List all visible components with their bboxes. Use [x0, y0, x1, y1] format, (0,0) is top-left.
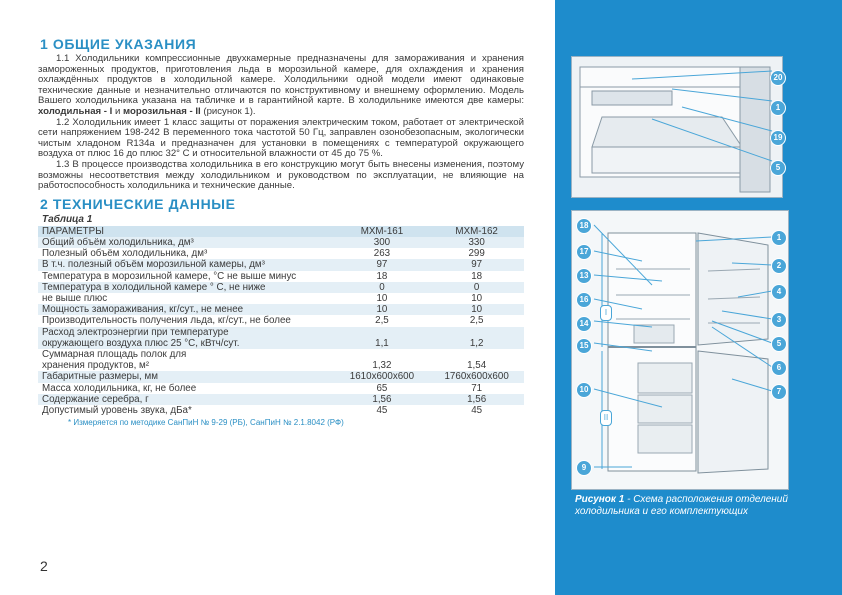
param-name-cell: Мощность замораживания, кг/сут., не менее: [38, 304, 335, 315]
fridge-drawing: [572, 211, 788, 489]
param-name-cell: Общий объём холодильника, дм³: [38, 237, 335, 248]
callout-badge: 10: [576, 382, 592, 398]
callout-badge: 19: [770, 130, 786, 146]
table-row: [38, 259, 524, 270]
table-row: [38, 360, 524, 371]
value-cell: 1,54: [467, 360, 487, 372]
table-footnote: * Измеряется по методике СанПиН № 9-29 (РБ), СанПиН № 2.1.8042 (РФ): [68, 418, 344, 428]
header-model-1: МХМ-161: [335, 226, 430, 237]
text-column: [38, 36, 524, 427]
value-cell: 10: [335, 304, 430, 315]
value-cell: 2,5: [375, 315, 389, 327]
callout-badge: 2: [771, 258, 787, 274]
table-row: [38, 293, 524, 304]
table-row: [38, 349, 524, 360]
tech-data-table: [38, 226, 524, 416]
table-row: [38, 304, 524, 315]
header-model-2: МХМ-162: [429, 226, 524, 237]
value-cell: 18: [471, 270, 483, 282]
value-cell: 0: [335, 282, 430, 293]
param-name-cell: Допустимый уровень звука, дБа*: [42, 404, 192, 416]
callout-badge: 6: [771, 360, 787, 376]
param-name-cell: Производительность получения льда, кг/сут., не более: [42, 315, 291, 327]
freezer-interior-photo: [571, 56, 783, 198]
paragraph-1-3: 1.3 В процессе производства холодильника в его конструкцию могут быть внесены изменения, поэтому возможны несоответствия между холодильником и руководством по эксплуатации, не влияющие на работоспособность холодильника и технические данные.: [38, 158, 524, 192]
table-row: [38, 338, 524, 349]
callout-badge: 5: [770, 160, 786, 176]
value-cell: 71: [471, 382, 483, 394]
value-cell: 1,56: [335, 394, 430, 405]
callout-badge: 4: [771, 284, 787, 300]
param-name-cell: Температура в морозильной камере, °С не выше минус: [42, 270, 297, 282]
value-cell: 10: [471, 292, 483, 304]
callout-badge: 5: [771, 336, 787, 352]
section-1-title: 1 ОБЩИЕ УКАЗАНИЯ: [40, 36, 197, 52]
table-body: [38, 226, 524, 416]
value-cell: [335, 327, 430, 338]
section-mark: I: [600, 305, 612, 321]
table-row: [38, 315, 524, 326]
param-name-cell: хранения продуктов, м²: [42, 360, 150, 372]
value-cell: 263: [373, 248, 391, 260]
param-name-cell: Расход электроэнергии при температуре: [38, 327, 335, 338]
value-cell: 300: [335, 237, 430, 248]
param-name-cell: Температура в холодильной камере ° С, не ниже: [38, 282, 335, 293]
table-header-row: [38, 226, 524, 237]
value-cell: 1,32: [372, 360, 392, 372]
callout-badge: 15: [576, 338, 592, 354]
value-cell: [335, 349, 430, 360]
value-cell: 1,1: [335, 338, 430, 349]
freezer-interior-drawing: [572, 57, 782, 197]
param-name-cell: Суммарная площадь полок для: [42, 348, 187, 360]
page-number: 2: [40, 558, 48, 574]
value-cell: 330: [429, 237, 524, 248]
callout-badge: 1: [771, 230, 787, 246]
param-name-cell: окружающего воздуха плюс 25 °С, кВтч/сут.: [38, 338, 335, 349]
param-name-cell: не выше плюс: [42, 292, 108, 304]
callout-badge: 7: [771, 384, 787, 400]
callout-badge: 1: [770, 100, 786, 116]
param-name-cell: Габаритные размеры, мм: [38, 371, 335, 382]
value-cell: [429, 327, 524, 338]
callout-badge: 13: [576, 268, 592, 284]
table-caption: Таблица 1: [42, 213, 93, 225]
callout-badge: 14: [576, 316, 592, 332]
param-name-cell: Полезный объём холодильника, дм³: [42, 248, 208, 260]
value-cell: 97: [335, 259, 430, 270]
table-row: [38, 282, 524, 293]
value-cell: 1,56: [429, 394, 524, 405]
callout-badge: 16: [576, 292, 592, 308]
section-mark: II: [600, 410, 612, 426]
value-cell: 65: [376, 382, 388, 394]
callout-badge: 9: [576, 460, 592, 476]
param-name-cell: В т.ч. полезный объём морозильной камеры, дм³: [38, 259, 335, 270]
paragraph-1-1: 1.1 Холодильники компрессионные двухкамерные предназначены для замораживания и хранения замороженных продуктов, приготовления льда в морозильной камере, для охлаждения и хранения охлаждённых продуктов в холодильной камере. Холодильники одной модели имеют одинаковые технические данные и незначительно отличаются по конструктивному и внешнему оформлению. Модель Вашего холодильника указана на табличке и в гарантийной карте. В холодильнике имеются две камеры: холодильная - I и морозильная - II (рисунок 1).: [38, 53, 524, 117]
value-cell: 2,5: [469, 315, 484, 327]
callout-badge: 3: [771, 312, 787, 328]
table-row: [38, 327, 524, 338]
callout-badge: 20: [770, 70, 786, 86]
table-row: [38, 405, 524, 416]
value-cell: 45: [376, 404, 388, 416]
value-cell: 97: [429, 259, 524, 270]
value-cell: 18: [376, 270, 388, 282]
value-cell: 0: [429, 282, 524, 293]
table-row: [38, 248, 524, 259]
callout-badge: 17: [576, 244, 592, 260]
value-cell: 10: [429, 304, 524, 315]
value-cell: 10: [376, 292, 388, 304]
table-row: [38, 237, 524, 248]
table-row: [38, 271, 524, 282]
param-name-cell: Содержание серебра, г: [38, 394, 335, 405]
value-cell: 1610х600х600: [335, 371, 430, 382]
value-cell: 299: [468, 248, 485, 260]
header-param: ПАРАМЕТРЫ: [38, 226, 335, 237]
fridge-photo: [571, 210, 789, 490]
callout-badge: 18: [576, 218, 592, 234]
table-row: [38, 394, 524, 405]
value-cell: [429, 349, 524, 360]
param-name-cell: Масса холодильника, кг, не более: [42, 382, 197, 394]
value-cell: 1,2: [429, 338, 524, 349]
value-cell: 45: [471, 404, 483, 416]
section-2-title: 2 ТЕХНИЧЕСКИЕ ДАННЫЕ: [40, 195, 236, 212]
table-row: [38, 383, 524, 394]
figure-caption: Рисунок 1 - Схема расположения отделений холодильника и его комплектующих: [575, 494, 788, 517]
table-row: [38, 371, 524, 382]
paragraph-1-2: 1.2 Холодильник имеет 1 класс защиты от поражения электрическим током, работает от электрической сети напряжением 198-242 В переменного тока частотой 50 Гц, заправлен озонобезопасным, экологически чистым хладоном R134a и предназначен для установки в помещениях с температурой окружающего воздуха от плюс 16 до плюс 32° С и относительной влажности от 45 до 75 %.: [38, 116, 524, 160]
value-cell: 1760х600х600: [429, 371, 524, 382]
